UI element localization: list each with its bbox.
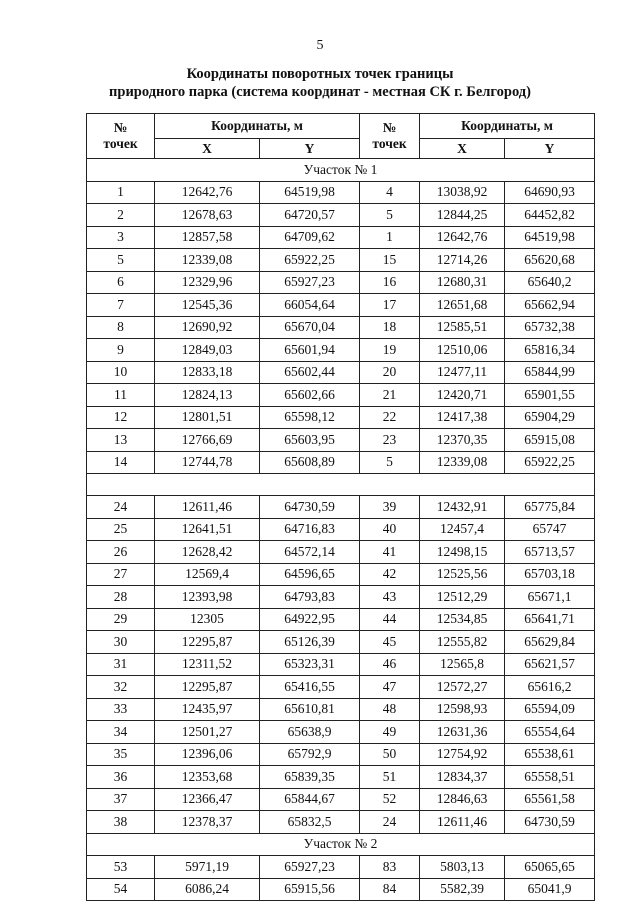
table-row (87, 766, 595, 789)
point-number-cell: 10 (87, 361, 155, 384)
x-coordinate-cell: 12754,92 (420, 743, 505, 766)
x-coordinate-cell: 5971,19 (155, 856, 260, 879)
point-number-cell: 4 (360, 181, 420, 204)
title-line-2: природного парка (система координат - местная СК г. Белгород) (109, 84, 531, 100)
x-coordinate-cell: 12678,63 (155, 204, 260, 227)
point-number-cell: 32 (87, 676, 155, 699)
table-row (87, 271, 595, 294)
table-header (87, 114, 595, 159)
table-row (87, 226, 595, 249)
section-title: Участок № 1 (87, 159, 595, 182)
y-coordinate-cell: 65538,61 (505, 743, 595, 766)
point-number-cell: 83 (360, 856, 420, 879)
y-coordinate-cell: 65601,94 (260, 339, 360, 362)
x-coordinate-cell: 12477,11 (420, 361, 505, 384)
y-coordinate-cell: 65610,81 (260, 698, 360, 721)
x-coordinate-cell: 12844,25 (420, 204, 505, 227)
table-row (87, 316, 595, 339)
y-coordinate-cell: 65602,44 (260, 361, 360, 384)
table-row (87, 496, 595, 519)
header-x-left: X (155, 139, 260, 159)
y-coordinate-cell: 65621,57 (505, 653, 595, 676)
y-coordinate-cell: 65927,23 (260, 856, 360, 879)
table-row (87, 541, 595, 564)
header-coordinates-right: Координаты, м (420, 114, 595, 139)
x-coordinate-cell: 12598,93 (420, 698, 505, 721)
x-coordinate-cell: 12501,27 (155, 721, 260, 744)
y-coordinate-cell: 65323,31 (260, 653, 360, 676)
x-coordinate-cell: 12432,91 (420, 496, 505, 519)
point-number-cell: 28 (87, 586, 155, 609)
point-number-cell: 3 (87, 226, 155, 249)
section-row (87, 159, 595, 182)
y-coordinate-cell: 65670,04 (260, 316, 360, 339)
y-coordinate-cell: 65732,38 (505, 316, 595, 339)
header-point-number (87, 114, 155, 159)
x-coordinate-cell: 12396,06 (155, 743, 260, 766)
table-row (87, 339, 595, 362)
coordinates-table (86, 113, 595, 901)
point-number-cell: 7 (87, 294, 155, 317)
table-row (87, 653, 595, 676)
x-coordinate-cell: 12339,08 (420, 451, 505, 474)
x-coordinate-cell: 5582,39 (420, 878, 505, 901)
table-row (87, 563, 595, 586)
x-coordinate-cell: 12714,26 (420, 249, 505, 272)
y-coordinate-cell: 65832,5 (260, 811, 360, 834)
point-number-cell: 45 (360, 631, 420, 654)
x-coordinate-cell: 12690,92 (155, 316, 260, 339)
table-row (87, 406, 595, 429)
y-coordinate-cell: 65713,57 (505, 541, 595, 564)
y-coordinate-cell: 65662,94 (505, 294, 595, 317)
y-coordinate-cell: 64730,59 (505, 811, 595, 834)
x-coordinate-cell: 12611,46 (155, 496, 260, 519)
point-number-cell: 51 (360, 766, 420, 789)
table-row (87, 608, 595, 631)
y-coordinate-cell: 65927,23 (260, 271, 360, 294)
table-row (87, 698, 595, 721)
x-coordinate-cell: 12525,56 (420, 563, 505, 586)
x-coordinate-cell: 12295,87 (155, 631, 260, 654)
table-row (87, 451, 595, 474)
point-number-cell: 50 (360, 743, 420, 766)
point-number-cell: 25 (87, 518, 155, 541)
x-coordinate-cell: 12611,46 (420, 811, 505, 834)
x-coordinate-cell: 12417,38 (420, 406, 505, 429)
section-row (87, 833, 595, 856)
point-number-cell: 39 (360, 496, 420, 519)
y-coordinate-cell: 64519,98 (260, 181, 360, 204)
header-y-right: Y (505, 139, 595, 159)
y-coordinate-cell: 65844,99 (505, 361, 595, 384)
x-coordinate-cell: 6086,24 (155, 878, 260, 901)
table-row (87, 429, 595, 452)
header-num-label: точек (103, 136, 138, 151)
x-coordinate-cell: 12628,42 (155, 541, 260, 564)
x-coordinate-cell: 12353,68 (155, 766, 260, 789)
y-coordinate-cell: 65065,65 (505, 856, 595, 879)
y-coordinate-cell: 65922,25 (260, 249, 360, 272)
y-coordinate-cell: 65747 (505, 518, 595, 541)
x-coordinate-cell: 12641,51 (155, 518, 260, 541)
table-row (87, 878, 595, 901)
y-coordinate-cell: 65641,71 (505, 608, 595, 631)
x-coordinate-cell: 12569,4 (155, 563, 260, 586)
x-coordinate-cell: 13038,92 (420, 181, 505, 204)
point-number-cell: 17 (360, 294, 420, 317)
table-row (87, 743, 595, 766)
table-row (87, 721, 595, 744)
point-number-cell: 27 (87, 563, 155, 586)
point-number-cell: 54 (87, 878, 155, 901)
y-coordinate-cell: 65775,84 (505, 496, 595, 519)
y-coordinate-cell: 64572,14 (260, 541, 360, 564)
y-coordinate-cell: 65603,95 (260, 429, 360, 452)
x-coordinate-cell: 12555,82 (420, 631, 505, 654)
point-number-cell: 1 (87, 181, 155, 204)
page-number: 5 (316, 38, 324, 53)
point-number-cell: 16 (360, 271, 420, 294)
y-coordinate-cell: 64452,82 (505, 204, 595, 227)
y-coordinate-cell: 65792,9 (260, 743, 360, 766)
header-coordinates-left: Координаты, м (155, 114, 360, 139)
y-coordinate-cell: 65602,66 (260, 384, 360, 407)
x-coordinate-cell: 12295,87 (155, 676, 260, 699)
x-coordinate-cell: 12631,36 (420, 721, 505, 744)
point-number-cell: 36 (87, 766, 155, 789)
header-num-symbol: № (382, 120, 397, 135)
point-number-cell: 37 (87, 788, 155, 811)
point-number-cell: 44 (360, 608, 420, 631)
y-coordinate-cell: 65598,12 (260, 406, 360, 429)
x-coordinate-cell: 12680,31 (420, 271, 505, 294)
point-number-cell: 46 (360, 653, 420, 676)
point-number-cell: 20 (360, 361, 420, 384)
point-number-cell: 18 (360, 316, 420, 339)
point-number-cell: 6 (87, 271, 155, 294)
y-coordinate-cell: 66054,64 (260, 294, 360, 317)
y-coordinate-cell: 65608,89 (260, 451, 360, 474)
y-coordinate-cell: 64720,57 (260, 204, 360, 227)
header-y-left: Y (260, 139, 360, 159)
x-coordinate-cell: 12545,36 (155, 294, 260, 317)
x-coordinate-cell: 12846,63 (420, 788, 505, 811)
x-coordinate-cell: 12824,13 (155, 384, 260, 407)
point-number-cell: 9 (87, 339, 155, 362)
x-coordinate-cell: 12512,29 (420, 586, 505, 609)
point-number-cell: 30 (87, 631, 155, 654)
table-row (87, 361, 595, 384)
point-number-cell: 12 (87, 406, 155, 429)
table-row (87, 384, 595, 407)
x-coordinate-cell: 12305 (155, 608, 260, 631)
y-coordinate-cell: 65594,09 (505, 698, 595, 721)
point-number-cell: 48 (360, 698, 420, 721)
x-coordinate-cell: 12366,47 (155, 788, 260, 811)
point-number-cell: 38 (87, 811, 155, 834)
separator-cell (87, 474, 595, 496)
y-coordinate-cell: 65558,51 (505, 766, 595, 789)
y-coordinate-cell: 64716,83 (260, 518, 360, 541)
x-coordinate-cell: 12642,76 (420, 226, 505, 249)
point-number-cell: 11 (87, 384, 155, 407)
title-line-1: Координаты поворотных точек границы (186, 66, 454, 82)
table-row (87, 204, 595, 227)
x-coordinate-cell: 12849,03 (155, 339, 260, 362)
point-number-cell: 24 (360, 811, 420, 834)
y-coordinate-cell: 65416,55 (260, 676, 360, 699)
y-coordinate-cell: 64709,62 (260, 226, 360, 249)
y-coordinate-cell: 65915,56 (260, 878, 360, 901)
y-coordinate-cell: 65640,2 (505, 271, 595, 294)
y-coordinate-cell: 65904,29 (505, 406, 595, 429)
point-number-cell: 5 (87, 249, 155, 272)
point-number-cell: 24 (87, 496, 155, 519)
point-number-cell: 2 (87, 204, 155, 227)
x-coordinate-cell: 12370,35 (420, 429, 505, 452)
y-coordinate-cell: 65041,9 (505, 878, 595, 901)
y-coordinate-cell: 64519,98 (505, 226, 595, 249)
x-coordinate-cell: 12311,52 (155, 653, 260, 676)
point-number-cell: 34 (87, 721, 155, 744)
point-number-cell: 21 (360, 384, 420, 407)
table-row (87, 181, 595, 204)
y-coordinate-cell: 65844,67 (260, 788, 360, 811)
x-coordinate-cell: 12744,78 (155, 451, 260, 474)
x-coordinate-cell: 12642,76 (155, 181, 260, 204)
point-number-cell: 47 (360, 676, 420, 699)
point-number-cell: 19 (360, 339, 420, 362)
header-point-number-right (360, 114, 420, 159)
x-coordinate-cell: 12498,15 (420, 541, 505, 564)
point-number-cell: 53 (87, 856, 155, 879)
table-row (87, 294, 595, 317)
y-coordinate-cell: 64793,83 (260, 586, 360, 609)
y-coordinate-cell: 65561,58 (505, 788, 595, 811)
table-row (87, 249, 595, 272)
x-coordinate-cell: 12420,71 (420, 384, 505, 407)
point-number-cell: 35 (87, 743, 155, 766)
point-number-cell: 23 (360, 429, 420, 452)
point-number-cell: 42 (360, 563, 420, 586)
x-coordinate-cell: 12435,97 (155, 698, 260, 721)
header-x-right: X (420, 139, 505, 159)
point-number-cell: 49 (360, 721, 420, 744)
point-number-cell: 13 (87, 429, 155, 452)
x-coordinate-cell: 5803,13 (420, 856, 505, 879)
x-coordinate-cell: 12766,69 (155, 429, 260, 452)
point-number-cell: 14 (87, 451, 155, 474)
y-coordinate-cell: 65901,55 (505, 384, 595, 407)
header-num-label: точек (372, 136, 407, 151)
y-coordinate-cell: 65554,64 (505, 721, 595, 744)
point-number-cell: 31 (87, 653, 155, 676)
point-number-cell: 1 (360, 226, 420, 249)
x-coordinate-cell: 12833,18 (155, 361, 260, 384)
table-row (87, 811, 595, 834)
x-coordinate-cell: 12329,96 (155, 271, 260, 294)
y-coordinate-cell: 65703,18 (505, 563, 595, 586)
point-number-cell: 84 (360, 878, 420, 901)
x-coordinate-cell: 12565,8 (420, 653, 505, 676)
separator-row (87, 474, 595, 496)
point-number-cell: 41 (360, 541, 420, 564)
section-title: Участок № 2 (87, 833, 595, 856)
y-coordinate-cell: 65638,9 (260, 721, 360, 744)
table-row (87, 631, 595, 654)
x-coordinate-cell: 12339,08 (155, 249, 260, 272)
y-coordinate-cell: 65839,35 (260, 766, 360, 789)
y-coordinate-cell: 65620,68 (505, 249, 595, 272)
header-num-symbol: № (113, 120, 128, 135)
x-coordinate-cell: 12585,51 (420, 316, 505, 339)
y-coordinate-cell: 65915,08 (505, 429, 595, 452)
x-coordinate-cell: 12857,58 (155, 226, 260, 249)
point-number-cell: 22 (360, 406, 420, 429)
page-title (0, 65, 640, 101)
point-number-cell: 52 (360, 788, 420, 811)
point-number-cell: 33 (87, 698, 155, 721)
x-coordinate-cell: 12510,06 (420, 339, 505, 362)
y-coordinate-cell: 65629,84 (505, 631, 595, 654)
point-number-cell: 40 (360, 518, 420, 541)
point-number-cell: 5 (360, 451, 420, 474)
y-coordinate-cell: 64730,59 (260, 496, 360, 519)
y-coordinate-cell: 65922,25 (505, 451, 595, 474)
point-number-cell: 15 (360, 249, 420, 272)
y-coordinate-cell: 65616,2 (505, 676, 595, 699)
x-coordinate-cell: 12801,51 (155, 406, 260, 429)
point-number-cell: 5 (360, 204, 420, 227)
table-row (87, 676, 595, 699)
point-number-cell: 43 (360, 586, 420, 609)
table-row (87, 586, 595, 609)
y-coordinate-cell: 64596,65 (260, 563, 360, 586)
y-coordinate-cell: 65816,34 (505, 339, 595, 362)
y-coordinate-cell: 65671,1 (505, 586, 595, 609)
x-coordinate-cell: 12378,37 (155, 811, 260, 834)
table-row (87, 856, 595, 879)
x-coordinate-cell: 12393,98 (155, 586, 260, 609)
point-number-cell: 26 (87, 541, 155, 564)
point-number-cell: 29 (87, 608, 155, 631)
x-coordinate-cell: 12834,37 (420, 766, 505, 789)
x-coordinate-cell: 12572,27 (420, 676, 505, 699)
y-coordinate-cell: 64690,93 (505, 181, 595, 204)
y-coordinate-cell: 65126,39 (260, 631, 360, 654)
y-coordinate-cell: 64922,95 (260, 608, 360, 631)
table-row (87, 788, 595, 811)
table-row (87, 518, 595, 541)
x-coordinate-cell: 12651,68 (420, 294, 505, 317)
table-body (87, 159, 595, 901)
x-coordinate-cell: 12534,85 (420, 608, 505, 631)
x-coordinate-cell: 12457,4 (420, 518, 505, 541)
point-number-cell: 8 (87, 316, 155, 339)
